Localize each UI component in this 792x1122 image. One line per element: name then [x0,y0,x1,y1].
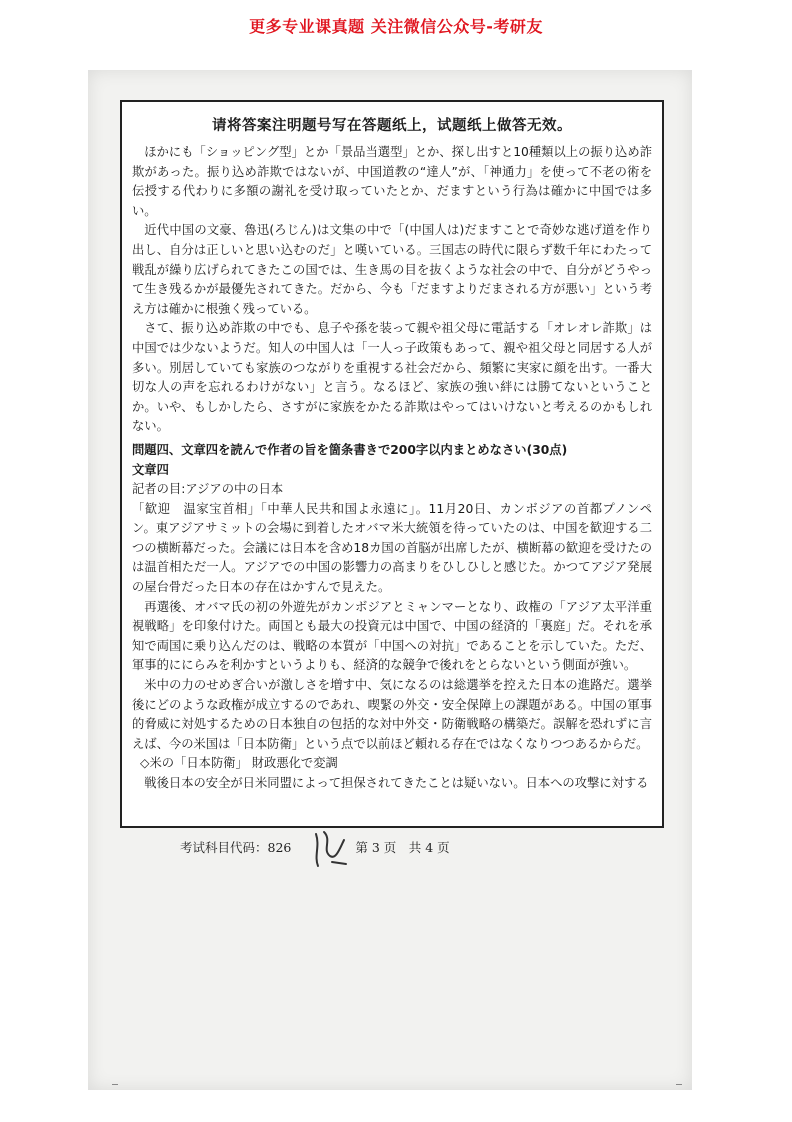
body-paragraph: 近代中国の文豪、魯迅(ろじん)は文集の中で「(中国人は)だますことで奇妙な逃げ道を作り出し、自分は正しいと思い込むのだ」と嘆いている。三国志の時代に限らず数千年にわたって戦乱が繰り広げられてきたこの国では、生き馬の目を抜くような社会の中で、自分がどうやって生き残るかが最優先されてきた。だから、今も「だますよりだまされる方が悪い」という考え方は確かに根強く残っている。 [132,223,652,316]
article-title: 記者の目:アジアの中の日本 [132,482,284,497]
body-paragraph: ほかにも「ショッピング型」とか「景品当選型」とか、探し出すと10種類以上の振り込め詐欺があった。振り込め詐欺ではないが、中国道教の“達人”が、「神通力」を使って不老の術を伝授する代わりに多額の謝礼を受け取っていたとか、だますという行為は確かに中国では多い。 [132,145,652,218]
page-footer [180,838,450,856]
article-paragraph: 米中の力のせめぎ合いが激しさを増す中、気になるのは総選挙を控えた日本の進路だ。選挙後にどのような政権が成立するのであれ、喫緊の外交・安全保障上の課題がある。中国の軍事的脅威に対処するための日本独自の包括的な対中外交・防衛戦略の構築だ。誤解を恐れずに言えば、今の米国は「日本防衛」という点で以前ほど頼れる存在ではなくなりつつあるからだ。 [132,678,652,751]
faint-watermark [330,610,341,649]
article-paragraph: 戦後日本の安全が日米同盟によって担保されてきたことは疑いない。日本への攻撃に対する [144,776,649,790]
exam-text-frame [120,100,664,828]
promo-banner: 更多专业课真题 关注微信公众号-考研友 [249,17,543,36]
article-paragraph: 「歓迎 温家宝首相」「中華人民共和国よ永遠に」。11月20日、カンボジアの首都プノンペン。東アジアサミットの会場に到着したオバマ米大統領を待っていたのは、中国を歓迎する二つの横断幕だった。会議には日本を含め18カ国の首脳が出席したが、横断幕の歓迎を受けたのは温首相ただ一人。アジアでの中国の影響力の高まりをひしひしと感じた。かつてアジア発展の屋台骨だった日本の存在はかすんで見えた。 [132,501,652,595]
scan-edge-mark [676,1084,682,1085]
exam-code: 考试科目代码：826 [180,840,292,855]
question-prompt: 問題四、文章四を読んで作者の旨を箇条書きで200字以内まとめなさい(30点) [132,442,568,457]
article-subhead: ◇米の「日本防衛」 財政悪化で変調 [140,756,338,771]
exam-instruction-header: 请将答案注明题号写在答题纸上，试题纸上做答无效。 [212,117,572,134]
article-paragraph: 再選後、オバマ氏の初の外遊先がカンボジアとミャンマーとなり、政権の「アジア太平洋重視戦略」を印象付けた。両国とも最大の投資元は中国で、中国の経済的「裏庭」だ。それを承知で両国に乗り込んだのは、戦略の本質が「中国への対抗」であることを示していた。ただ、軍事的ににらみを利かすというよりも、経済的な競争で後れをとらないという側面が強い。 [132,599,652,673]
page-number: 第 3 页 共 4 页 [355,840,450,855]
scan-edge-mark [112,1084,118,1085]
body-paragraph: さて、振り込め詐欺の中でも、息子や孫を装って親や祖父母に電話する「オレオレ詐欺」は中国では少ないようだ。知人の中国人は「一人っ子政策もあって、親や祖父母と同居する人が多い。別居していても家族のつながりを重視する社会だから、頻繁に実家に顔を出す。一番大切な人の声を忘れるわけがない」と言う。なるほど、家族の強い絆には勝てないということか。いや、もしかしたら、さすがに家族をかたる詐欺はやってはいけないと考えるのかもしれない。 [132,321,652,434]
section-title: 文章四 [132,462,169,477]
